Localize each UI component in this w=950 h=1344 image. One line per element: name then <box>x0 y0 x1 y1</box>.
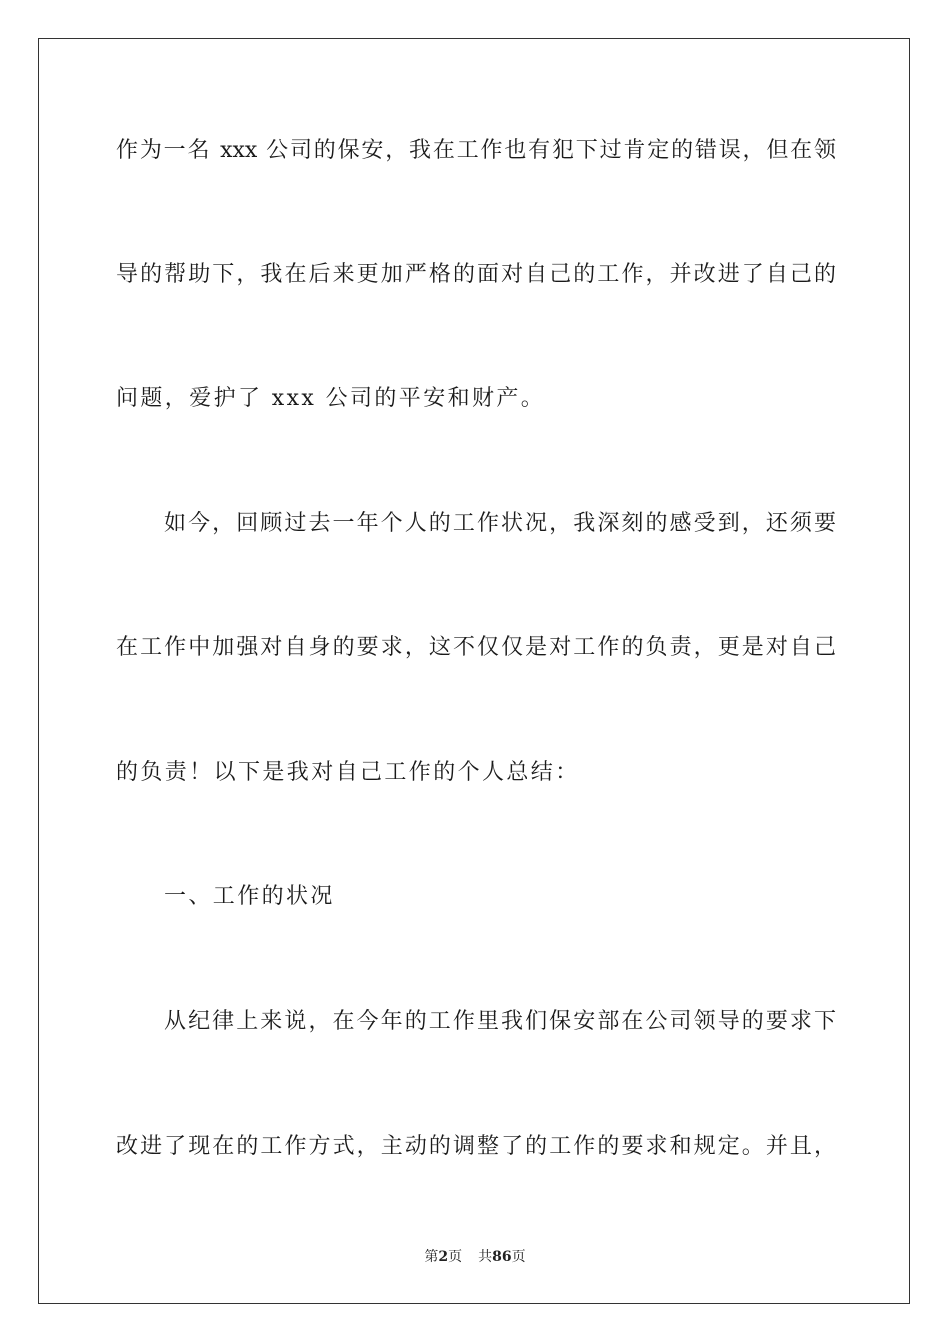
current-page-number: 2 <box>438 1249 449 1265</box>
page-prefix: 第 <box>424 1249 439 1265</box>
paragraph-line-1: 作为一名 xxx 公司的保安，我在工作也有犯下过肯定的错误，但在领 <box>116 138 836 163</box>
total-page-count: 86 <box>492 1249 512 1265</box>
paragraph-line-5: 在工作中加强对自身的要求，这不仅仅是对工作的负责，更是对自己 <box>116 635 836 660</box>
paragraph-line-7: 从纪律上来说，在今年的工作里我们保安部在公司领导的要求下 <box>164 1009 836 1034</box>
page-footer <box>0 1247 950 1267</box>
page-unit: 页 <box>448 1249 463 1265</box>
total-prefix: 共 <box>478 1249 493 1265</box>
paragraph-line-6: 的负责！以下是我对自己工作的个人总结： <box>116 760 580 785</box>
section-heading: 一、工作的状况 <box>164 884 335 909</box>
paragraph-line-8: 改进了现在的工作方式，主动的调整了的工作的要求和规定。并且， <box>116 1134 836 1159</box>
paragraph-line-4: 如今，回顾过去一年个人的工作状况，我深刻的感受到，还须要 <box>164 511 836 536</box>
total-unit: 页 <box>511 1249 526 1265</box>
paragraph-line-3: 问题，爱护了 xxx 公司的平安和财产。 <box>116 386 546 411</box>
page-border <box>38 38 910 1304</box>
paragraph-line-2: 导的帮助下，我在后来更加严格的面对自己的工作，并改进了自己的 <box>116 262 836 287</box>
